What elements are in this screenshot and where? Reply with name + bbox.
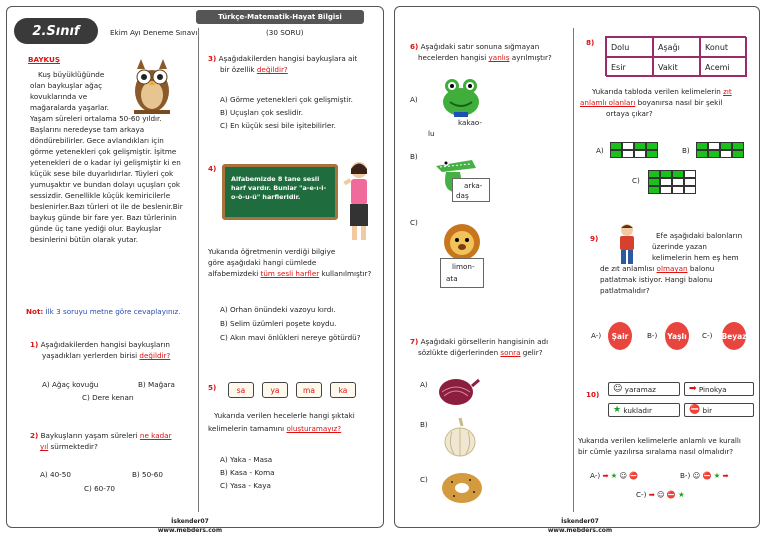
balloon-b-label: B-): [647, 331, 658, 340]
q6-text-c: ayrılmıştır?: [511, 53, 552, 62]
q7-text-a: Aşağıdaki görsellerin hangisinin adı: [420, 337, 549, 346]
note-prefix: Not:: [26, 307, 44, 316]
onion-icon: [436, 372, 480, 408]
q6-text-b: hecelerden hangisi: [418, 53, 487, 62]
q4-text-d: kullanılmıştır?: [321, 269, 372, 278]
word-kukladir: kukladır: [623, 405, 652, 415]
q10-option-a-label: A-): [590, 471, 601, 480]
q8-line-b: [580, 98, 722, 108]
q7-line-b: [418, 348, 543, 358]
q3-option-b[interactable]: B) Uçuşları çok seslidir.: [220, 108, 304, 117]
q5-option-b[interactable]: B) Kasa - Koma: [220, 468, 275, 477]
q7-option-a[interactable]: A): [420, 380, 428, 389]
q5-line-a: Yukarıda verilen hecelerle hangi şıktaki: [214, 411, 355, 420]
q2-option-a[interactable]: A) 40-50: [40, 470, 71, 479]
q10-option-a[interactable]: [590, 471, 638, 480]
word-bir: bir: [702, 405, 713, 415]
q4-line-b: göre aşağıdaki hangi cümlede: [208, 258, 317, 267]
q9-line-d: [600, 264, 714, 274]
q1-number: 1): [30, 340, 39, 349]
q7-text-b: sözlükte diğerlerinden: [418, 348, 499, 357]
q9-line-g: patlatmalıdır?: [600, 286, 650, 295]
q6-highlight: yanlış: [488, 53, 510, 62]
garlic-icon: [440, 416, 480, 458]
q3-highlight: değildir?: [256, 65, 288, 74]
story-line-9: yetenekleri de o kadar iyi gelişmiştir ki en: [30, 158, 181, 167]
q9-highlight: olmayan: [656, 264, 688, 273]
story-title: BAYKUŞ: [28, 55, 61, 64]
q8-text-b: boyanırsa nasıl bir şekil: [637, 98, 723, 107]
q3-number: 3): [208, 54, 217, 63]
q4-option-a[interactable]: A) Orhan önündeki vazoyu kırdı.: [220, 305, 336, 314]
q3-line-a: [208, 54, 357, 64]
q2-line-a: [30, 431, 172, 441]
story-line-12: sessizdir. Genellikle küçük kemiricilerle: [30, 191, 171, 200]
q2-option-b[interactable]: B) 50-60: [132, 470, 163, 479]
right-footer-name: İskender07: [561, 518, 599, 525]
story-line-4: mağaralarda yaşarlar.: [30, 103, 109, 112]
q9-line-a: Efe aşağıdaki balonların: [656, 231, 743, 240]
q1-option-c[interactable]: C) Dere kenarı: [82, 393, 134, 402]
q1-line-a: [30, 340, 170, 350]
q3-text-b: bir özellik: [220, 65, 255, 74]
story-line-1: Kuş büyüklüğünde: [38, 70, 105, 79]
q1-text-a: Aşağıdakilerden hangisi baykuşların: [40, 340, 170, 349]
q3-text-a: Aşağıdakilerden hangisi baykuşlara ait: [218, 54, 358, 63]
story-line-14: baykuş günde bir fare yer. Bazı türlerinin: [30, 213, 177, 222]
story-line-11: yumuşaktır ve bundan dolayı uçuşları çok: [30, 180, 181, 189]
left-footer-site: www.mebders.com: [157, 527, 223, 534]
smiley-icon: ☺: [692, 471, 701, 480]
q7-highlight: sonra: [500, 348, 521, 357]
grid-cell-3: Konut: [700, 37, 747, 57]
star-icon: ★: [613, 405, 622, 415]
q6-option-b-word-2: daş: [456, 191, 469, 200]
q9-number: 9): [590, 234, 599, 243]
q1-text-b: yaşadıkları yerlerden birisi: [42, 351, 138, 360]
q1-option-a[interactable]: A) Ağaç kovuğu: [42, 380, 99, 389]
q8-text-a: Yukarıda tabloda verilen kelimelerin: [592, 87, 721, 96]
story-line-8: görme yetenekleri çok gelişmiştir. İşitme: [30, 147, 177, 156]
q6-option-c-label[interactable]: C): [410, 218, 418, 227]
no-entry-icon: ⛔: [629, 471, 639, 480]
q10-option-b-label: B-): [680, 471, 691, 480]
smiley-icon: ☺: [619, 471, 628, 480]
note: [26, 307, 181, 317]
left-footer-name: İskender07: [171, 518, 209, 525]
smiley-icon: ☺: [613, 384, 623, 394]
q3-option-a[interactable]: A) Görme yetenekleri çok gelişmiştir.: [220, 95, 353, 104]
balloon-c-label: C-): [702, 331, 713, 340]
grade-badge: 2.Sınıf: [14, 18, 98, 44]
word-box-bir: [684, 403, 754, 417]
star-icon: ★: [610, 471, 618, 480]
no-entry-icon: ⛔: [666, 490, 676, 499]
balloon-b[interactable]: Yaşlı: [665, 322, 689, 350]
q10-line-b: bir cümle yazılırsa sıralama nasıl olmalıdır?: [578, 447, 734, 456]
q5-text-b: kelimelerin tamamını: [208, 424, 285, 433]
q6-option-a-word-2: lu: [428, 129, 435, 138]
star-icon: ★: [713, 471, 721, 480]
q2-number: 2): [30, 431, 39, 440]
q6-option-b-label[interactable]: B): [410, 152, 418, 161]
q4-line-c: [208, 269, 371, 279]
q2-line-b: [40, 442, 98, 452]
story-line-15: günde üç tane yediği olur. Baykuşlar: [30, 224, 162, 233]
q7-text-c: gelir?: [522, 348, 543, 357]
right-column-divider: [573, 28, 574, 512]
story-line-10: küçük sese bile duyarlıdırlar. Tüyleri çok: [30, 169, 174, 178]
q10-option-b[interactable]: [680, 471, 728, 480]
q4-option-b[interactable]: B) Selim üzümleri poşete koydu.: [220, 319, 337, 328]
q4-text-c: alfabemizdeki: [208, 269, 259, 278]
arrow-right-icon: ➡: [722, 471, 729, 480]
bagel-icon: [440, 470, 484, 506]
q8-number: 8): [586, 38, 595, 47]
q6-option-a-word-1: kakao-: [458, 118, 483, 127]
word-yaramaz: yaramaz: [624, 384, 656, 394]
q8-shape-c[interactable]: [648, 170, 708, 194]
q2-highlight-b: yıl: [40, 442, 49, 451]
q6-number: 6): [410, 42, 419, 51]
story-line-16: besinlerini bütün olarak yutar.: [30, 235, 139, 244]
teacher-image: [342, 160, 376, 242]
syllable-2: ya: [262, 382, 288, 398]
word-box-pinokya: [684, 382, 754, 396]
q2-text-a: Baykuşların yaşam süreleri: [40, 431, 138, 440]
q2-highlight-a: ne kadar: [139, 431, 172, 440]
q5-number: 5): [208, 383, 217, 392]
q9-text-e: balonu: [689, 264, 715, 273]
story-line-5: Yaşam süreleri ortalama 50-60 yıldır.: [30, 114, 162, 123]
q9-line-b: üzerinde yazan: [652, 242, 707, 251]
q5-highlight: oluşturamayız?: [286, 424, 342, 433]
balloon-c[interactable]: Beyaz: [722, 322, 746, 350]
q1-line-b: [42, 351, 170, 361]
chalkboard: Alfabemizde 8 tane sesli harf vardır. Bunlar "a-e-ı-i-o-ö-u-ü" harfleridir.: [222, 164, 338, 220]
boy-image: [614, 222, 640, 266]
story-line-13: beslenirler.Bazı türleri ot ile de beslenir.Bir: [30, 202, 183, 211]
q6-line-b: [418, 53, 552, 63]
balloon-a[interactable]: Şair: [608, 322, 632, 350]
no-entry-icon: ⛔: [689, 405, 701, 415]
syllable-1: sa: [228, 382, 254, 398]
q2-text-b: sürmektedir?: [50, 442, 98, 451]
frog-image: [438, 74, 484, 118]
q10-option-c[interactable]: [636, 490, 685, 499]
q8-option-a-label[interactable]: A): [596, 146, 604, 155]
q8-shape-b[interactable]: [696, 142, 756, 166]
arrow-right-icon: ➡: [602, 471, 609, 480]
q4-number: 4): [208, 164, 217, 173]
grid-cell-6: Acemi: [700, 57, 747, 77]
smiley-icon: ☺: [657, 490, 665, 499]
no-entry-icon: ⛔: [702, 471, 712, 480]
q6-option-c-word-1: limon-: [452, 262, 475, 271]
q6-option-b-word-1: arka-: [464, 181, 483, 190]
word-grid: [605, 36, 746, 76]
q5-option-a[interactable]: A) Yaka - Masa: [220, 455, 273, 464]
q6-option-a-label[interactable]: A): [410, 95, 418, 104]
word-pinokya: Pinokya: [698, 384, 727, 394]
story-line-3: kovuklarında ve: [30, 92, 88, 101]
q5-line-b: [208, 424, 341, 434]
q5-option-c[interactable]: C) Yasa - Kaya: [220, 481, 271, 490]
q10-option-c-label: C-): [636, 490, 647, 499]
word-box-kukladir: [608, 403, 680, 417]
q10-line-a: Yukarıda verilen kelimelerle anlamlı ve kurallı: [578, 436, 741, 445]
grid-cell-1: Dolu: [606, 37, 653, 57]
question-count: (30 SORU): [266, 28, 304, 37]
syllable-4: ka: [330, 382, 356, 398]
note-text: İlk 3 soruyu metne göre cevaplayınız.: [45, 307, 181, 316]
word-box-yaramaz: [608, 382, 680, 396]
q4-highlight: tüm sesli harfler: [260, 269, 320, 278]
star-icon: ★: [678, 490, 685, 499]
q2-option-c[interactable]: C) 60-70: [84, 484, 115, 493]
right-footer-site: www.mebders.com: [547, 527, 613, 534]
q3-option-c[interactable]: C) En küçük sesi bile işitebilirler.: [220, 121, 336, 130]
q4-line-a: Yukarıda öğretmenin verdiği bilgiye: [208, 247, 336, 256]
q7-option-c[interactable]: C): [420, 475, 428, 484]
q8-line-a: [592, 87, 732, 97]
story-line-2: olan baykuşlar ağaç: [30, 81, 103, 90]
q8-option-c-label[interactable]: C): [632, 176, 640, 185]
q8-line-c: ortaya çıkar?: [606, 109, 653, 118]
q8-option-b-label[interactable]: B): [682, 146, 690, 155]
left-column-divider: [198, 28, 199, 512]
q9-text-d: de zıt anlamlısı: [600, 264, 655, 273]
q6-text-a: Aşağıdaki satır sonuna sığmayan: [420, 42, 540, 51]
q1-highlight: değildir?: [139, 351, 171, 360]
exam-title: Türkçe-Matematik-Hayat Bilgisi: [196, 10, 364, 24]
q7-option-b[interactable]: B): [420, 420, 428, 429]
syllable-3: ma: [296, 382, 322, 398]
q7-number: 7): [410, 337, 419, 346]
q10-number: 10): [586, 390, 600, 399]
owl-image: [130, 55, 174, 115]
q4-option-c[interactable]: C) Akın mavi önlükleri nereye götürdü?: [220, 333, 361, 342]
q8-shape-a[interactable]: [610, 142, 670, 166]
grid-cell-4: Esir: [606, 57, 653, 77]
arrow-right-icon: ➡: [689, 384, 697, 394]
q8-highlight-b: anlamlı olanları: [580, 98, 636, 107]
q6-line-a: [410, 42, 539, 52]
exam-subtitle: Ekim Ayı Deneme Sınavı: [110, 28, 198, 37]
story-line-6: Başlarını neredeyse tam arkaya: [30, 125, 145, 134]
grid-cell-2: Aşağı: [653, 37, 700, 57]
q9-line-f: patlatmak istiyor. Hangi balonu: [600, 275, 713, 284]
q9-line-c: kelimelerin hem eş hem: [652, 253, 739, 262]
story-line-7: döndürebilirler. Gece avlandıkları için: [30, 136, 164, 145]
q1-option-b[interactable]: B) Mağara: [138, 380, 175, 389]
arrow-right-icon: ➡: [648, 490, 655, 499]
q8-highlight-a: zıt: [723, 87, 732, 96]
q3-line-b: [220, 65, 288, 75]
grid-cell-5: Vakit: [653, 57, 700, 77]
q7-line-a: [410, 337, 548, 347]
q6-option-c-word-2: ata: [446, 274, 458, 283]
balloon-a-label: A-): [591, 331, 602, 340]
